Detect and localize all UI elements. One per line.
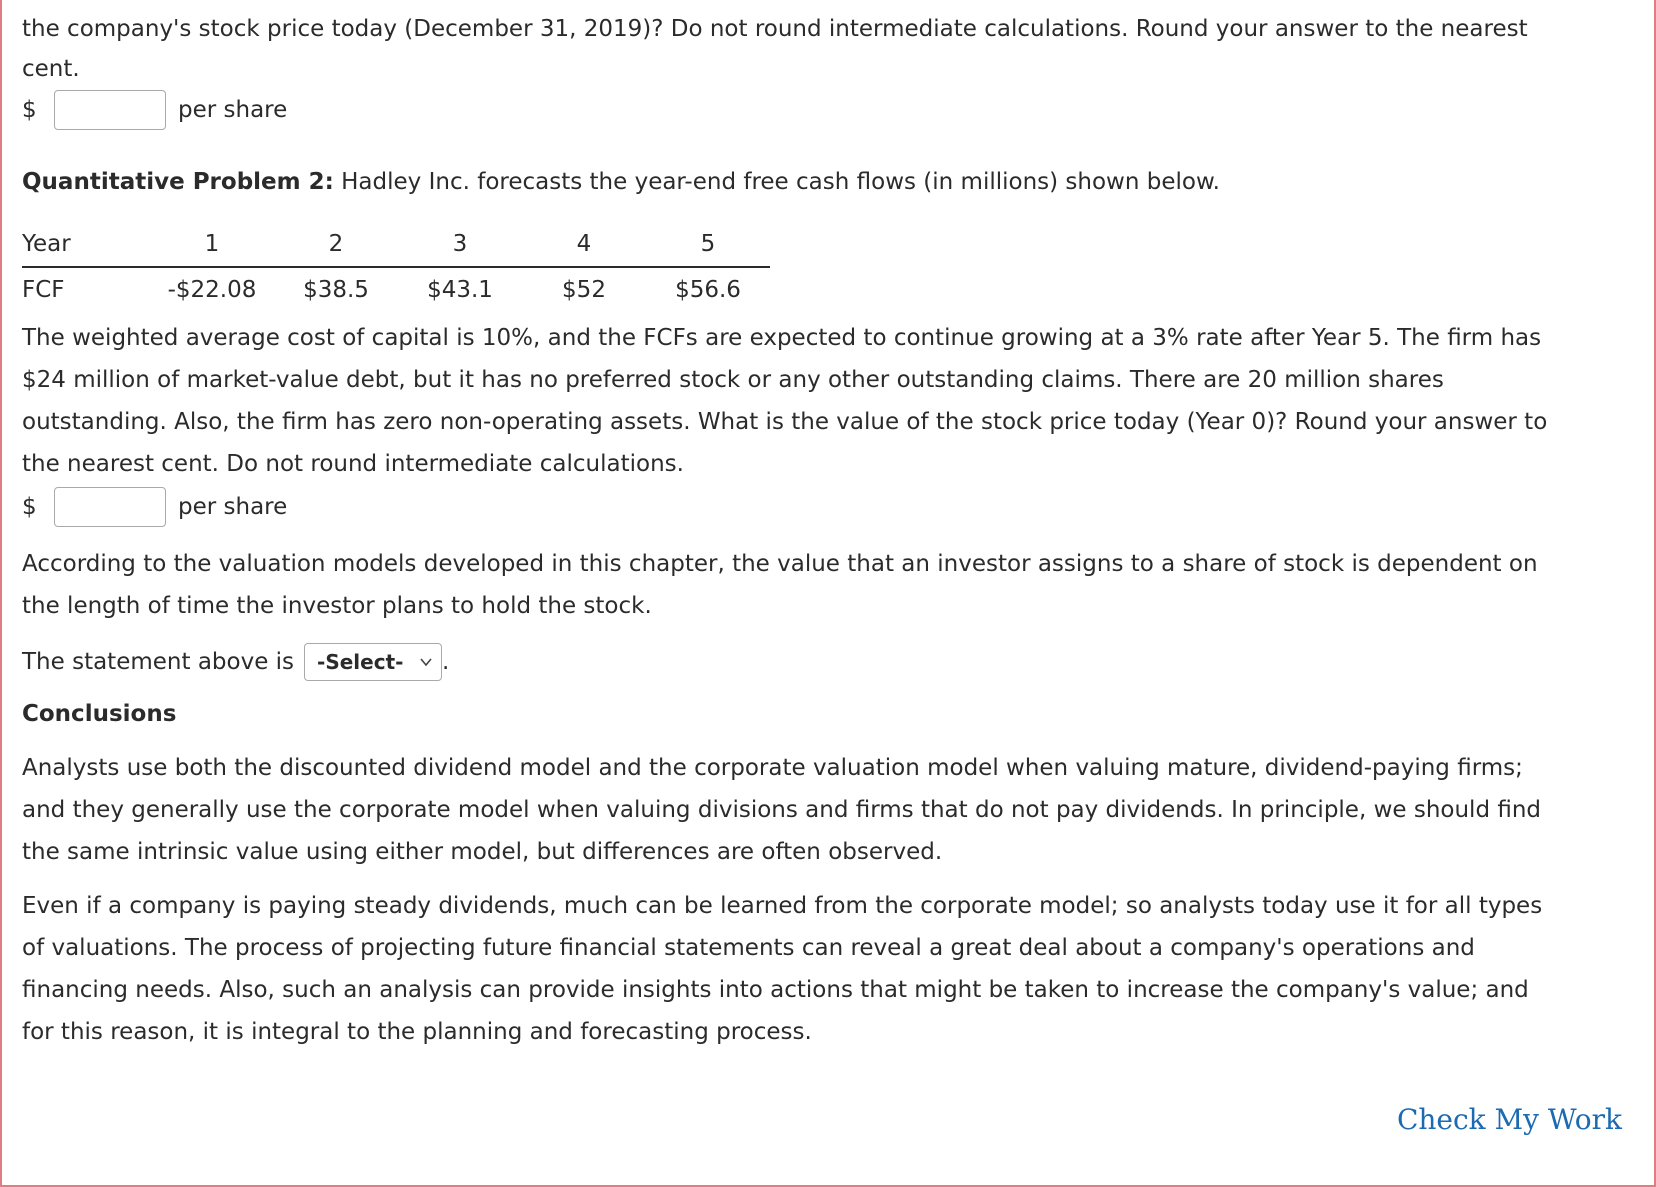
statement-prompt: The statement above is	[22, 649, 295, 675]
statement-select-row	[22, 640, 449, 684]
unit-label: per share	[178, 494, 288, 520]
problem2-intro-text: Hadley Inc. forecasts the year-end free cash flows (in millions) shown below.	[333, 169, 1220, 195]
unit-label: per share	[178, 97, 288, 123]
problem2-answer-input[interactable]	[54, 487, 166, 527]
year-header-cell: 3	[398, 222, 522, 267]
conclusions-p2-line: financing needs. Also, such an analysis can provide insights into actions that might be taken to increase the company's value; and	[22, 977, 1529, 1003]
fcf-table	[22, 222, 770, 312]
true-false-select[interactable]	[304, 643, 442, 681]
fcf-value-cell: $56.6	[675, 277, 741, 303]
year-header-cell: 4	[522, 222, 646, 267]
currency-symbol: $	[22, 97, 37, 123]
problem1-answer-input[interactable]	[54, 90, 166, 130]
problem2-title: Quantitative Problem 2:	[22, 169, 334, 195]
problem2-text-line-2: $24 million of market-value debt, but it has no preferred stock or any other outstanding claims. There are 20 million shares	[22, 367, 1444, 393]
fcf-table-row	[22, 267, 770, 312]
select-value: -Select-	[317, 650, 404, 674]
fcf-value-cell: $43.1	[427, 277, 493, 303]
problem2-answer-row	[22, 485, 287, 529]
problem2-text-line-4: the nearest cent. Do not round intermediate calculations.	[22, 451, 684, 477]
statement-line-2: the length of time the investor plans to hold the stock.	[22, 593, 652, 619]
conclusions-p1-line: Analysts use both the discounted dividend model and the corporate valuation model when valuing mature, dividend-paying firms;	[22, 755, 1523, 781]
fcf-value-cell: -$22.08	[167, 277, 257, 303]
fcf-value-cell: $38.5	[303, 277, 369, 303]
conclusions-p2-line: Even if a company is paying steady dividends, much can be learned from the corporate model; so analysts today use it for all types	[22, 893, 1543, 919]
conclusions-p2-line: of valuations. The process of projecting future financial statements can reveal a great deal about a company's operations and	[22, 935, 1475, 961]
statement-period: .	[442, 649, 450, 675]
fcf-value-cell: $52	[562, 277, 606, 303]
statement-line-1: According to the valuation models developed in this chapter, the value that an investor assigns to a share of stock is dependent on	[22, 551, 1538, 577]
conclusions-p2-line: for this reason, it is integral to the planning and forecasting process.	[22, 1019, 812, 1045]
problem2-text-line-3: outstanding. Also, the firm has zero non-operating assets. What is the value of the stock price today (Year 0)? Round your answer to	[22, 409, 1548, 435]
year-header-cell: 5	[646, 222, 770, 267]
year-header-cell: 2	[274, 222, 398, 267]
conclusions-heading: Conclusions	[22, 701, 177, 727]
check-my-work-link[interactable]: Check My Work	[1396, 1103, 1622, 1136]
conclusions-p1-line: and they generally use the corporate model when valuing divisions and firms that do not pay dividends. In principle, we should find	[22, 797, 1542, 823]
chevron-down-icon	[419, 655, 433, 669]
problem1-answer-row	[22, 88, 287, 132]
conclusions-p1-line: the same intrinsic value using either model, but differences are often observed.	[22, 839, 943, 865]
fcf-row-label: FCF	[22, 277, 65, 303]
year-header-label: Year	[22, 222, 150, 267]
fcf-table-header-row	[22, 222, 770, 267]
problem1-text-line-1: the company's stock price today (December 31, 2019)? Do not round intermediate calculations. Round your answer to the nearest	[22, 16, 1528, 42]
problem1-text-line-2: cent.	[22, 56, 80, 82]
year-header-cell: 1	[150, 222, 274, 267]
problem2-text-line-1: The weighted average cost of capital is 10%, and the FCFs are expected to continue growing at a 3% rate after Year 5. The firm has	[22, 325, 1542, 351]
currency-symbol: $	[22, 494, 37, 520]
problem2-intro	[22, 161, 1220, 203]
